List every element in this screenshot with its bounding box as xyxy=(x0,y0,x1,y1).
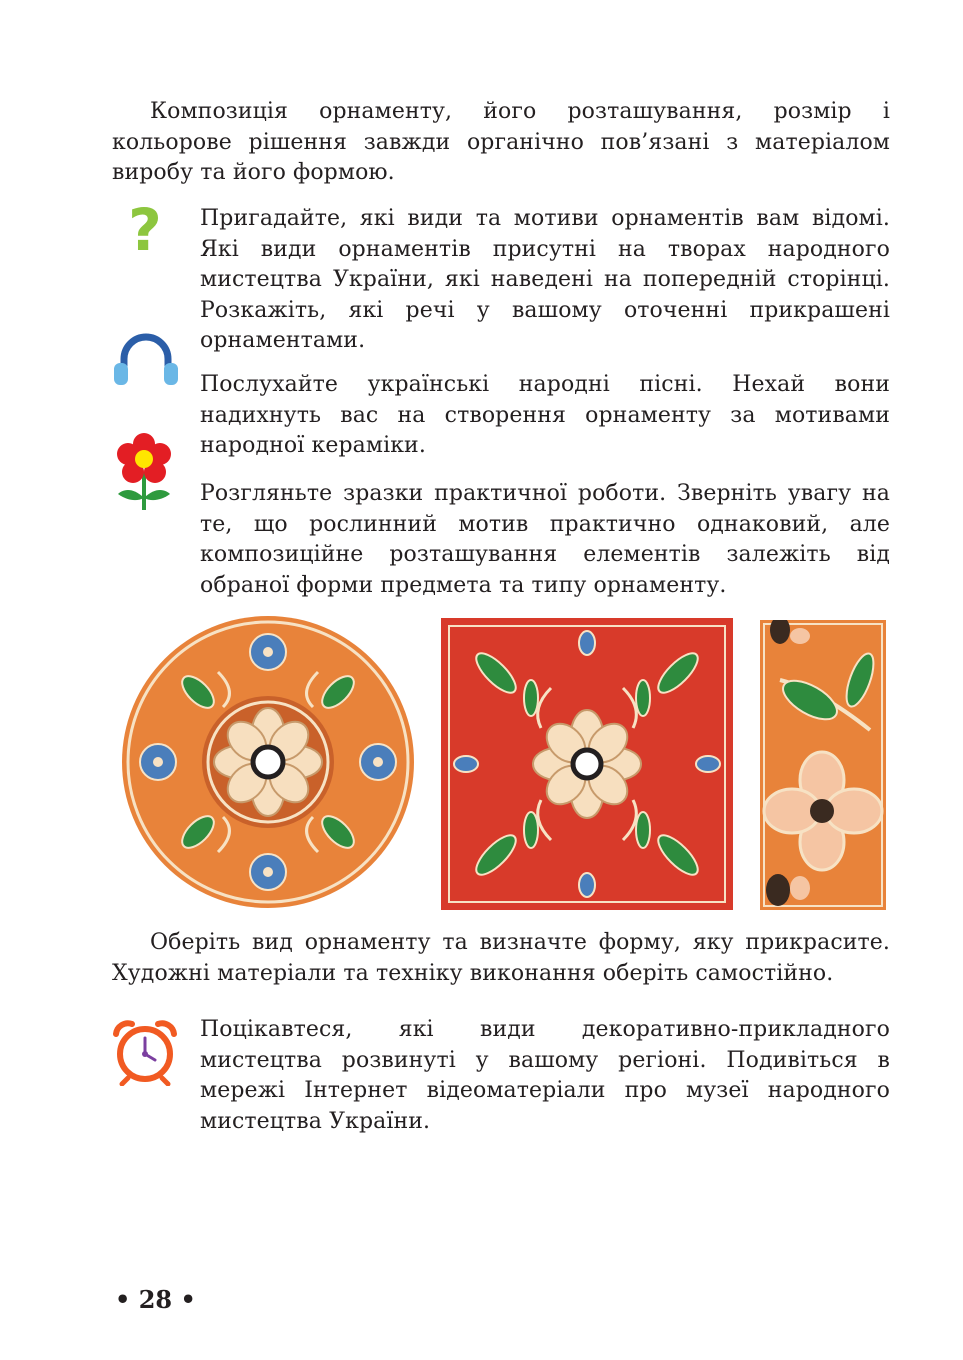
alarm-clock-icon xyxy=(110,1018,180,1086)
page-number-value: 28 xyxy=(138,1285,173,1314)
intro-paragraph: Композиція орнаменту, його розташування, розмір і кольорове рішення завжди органічно пов’язані з матеріалом виробу та його формою. xyxy=(112,99,890,185)
question-icon xyxy=(120,200,170,260)
square-tile-illustration xyxy=(441,618,733,910)
examine-paragraph: Розгляньте зразки практичної роботи. Зверніть увагу на те, що рослинний мотив практично однаковий, але композиційне розташування елементів залежіть від обраної форми предмета та типу орнаменту. xyxy=(200,481,890,598)
listen-paragraph: Послухайте українські народні пісні. Нехай вони надихнуть вас на створення орнаменту за мотивами народної кераміки. xyxy=(200,372,890,458)
headphones-icon xyxy=(110,333,182,389)
bullet-left: • xyxy=(115,1285,139,1314)
recall-paragraph: Пригадайте, які види та мотиви орнаментів вам відомі. Які види орнаментів присутні на творах народного мистецтва України, які наведені на попередній сторінці. Розкажіть, які речі у вашому оточенні прикрашені орнаментами. xyxy=(200,206,890,353)
choose-paragraph: Оберіть вид орнаменту та визначте форму, яку прикрасите. Художні матеріали та техніку виконання оберіть самостійно. xyxy=(112,930,890,986)
flower-icon xyxy=(112,432,176,512)
bullet-right: • xyxy=(172,1285,196,1314)
page-number xyxy=(115,1285,196,1314)
explore-paragraph: Поцікавтеся, які види декоративно-прикладного мистецтва розвинуті у вашому регіоні. Подивіться в мережі Інтернет відеоматеріали про музеї народного мистецтва України. xyxy=(200,1017,890,1134)
border-strip-illustration xyxy=(760,620,886,910)
svg-text:?: ? xyxy=(128,200,162,260)
round-plate-illustration xyxy=(118,612,418,912)
